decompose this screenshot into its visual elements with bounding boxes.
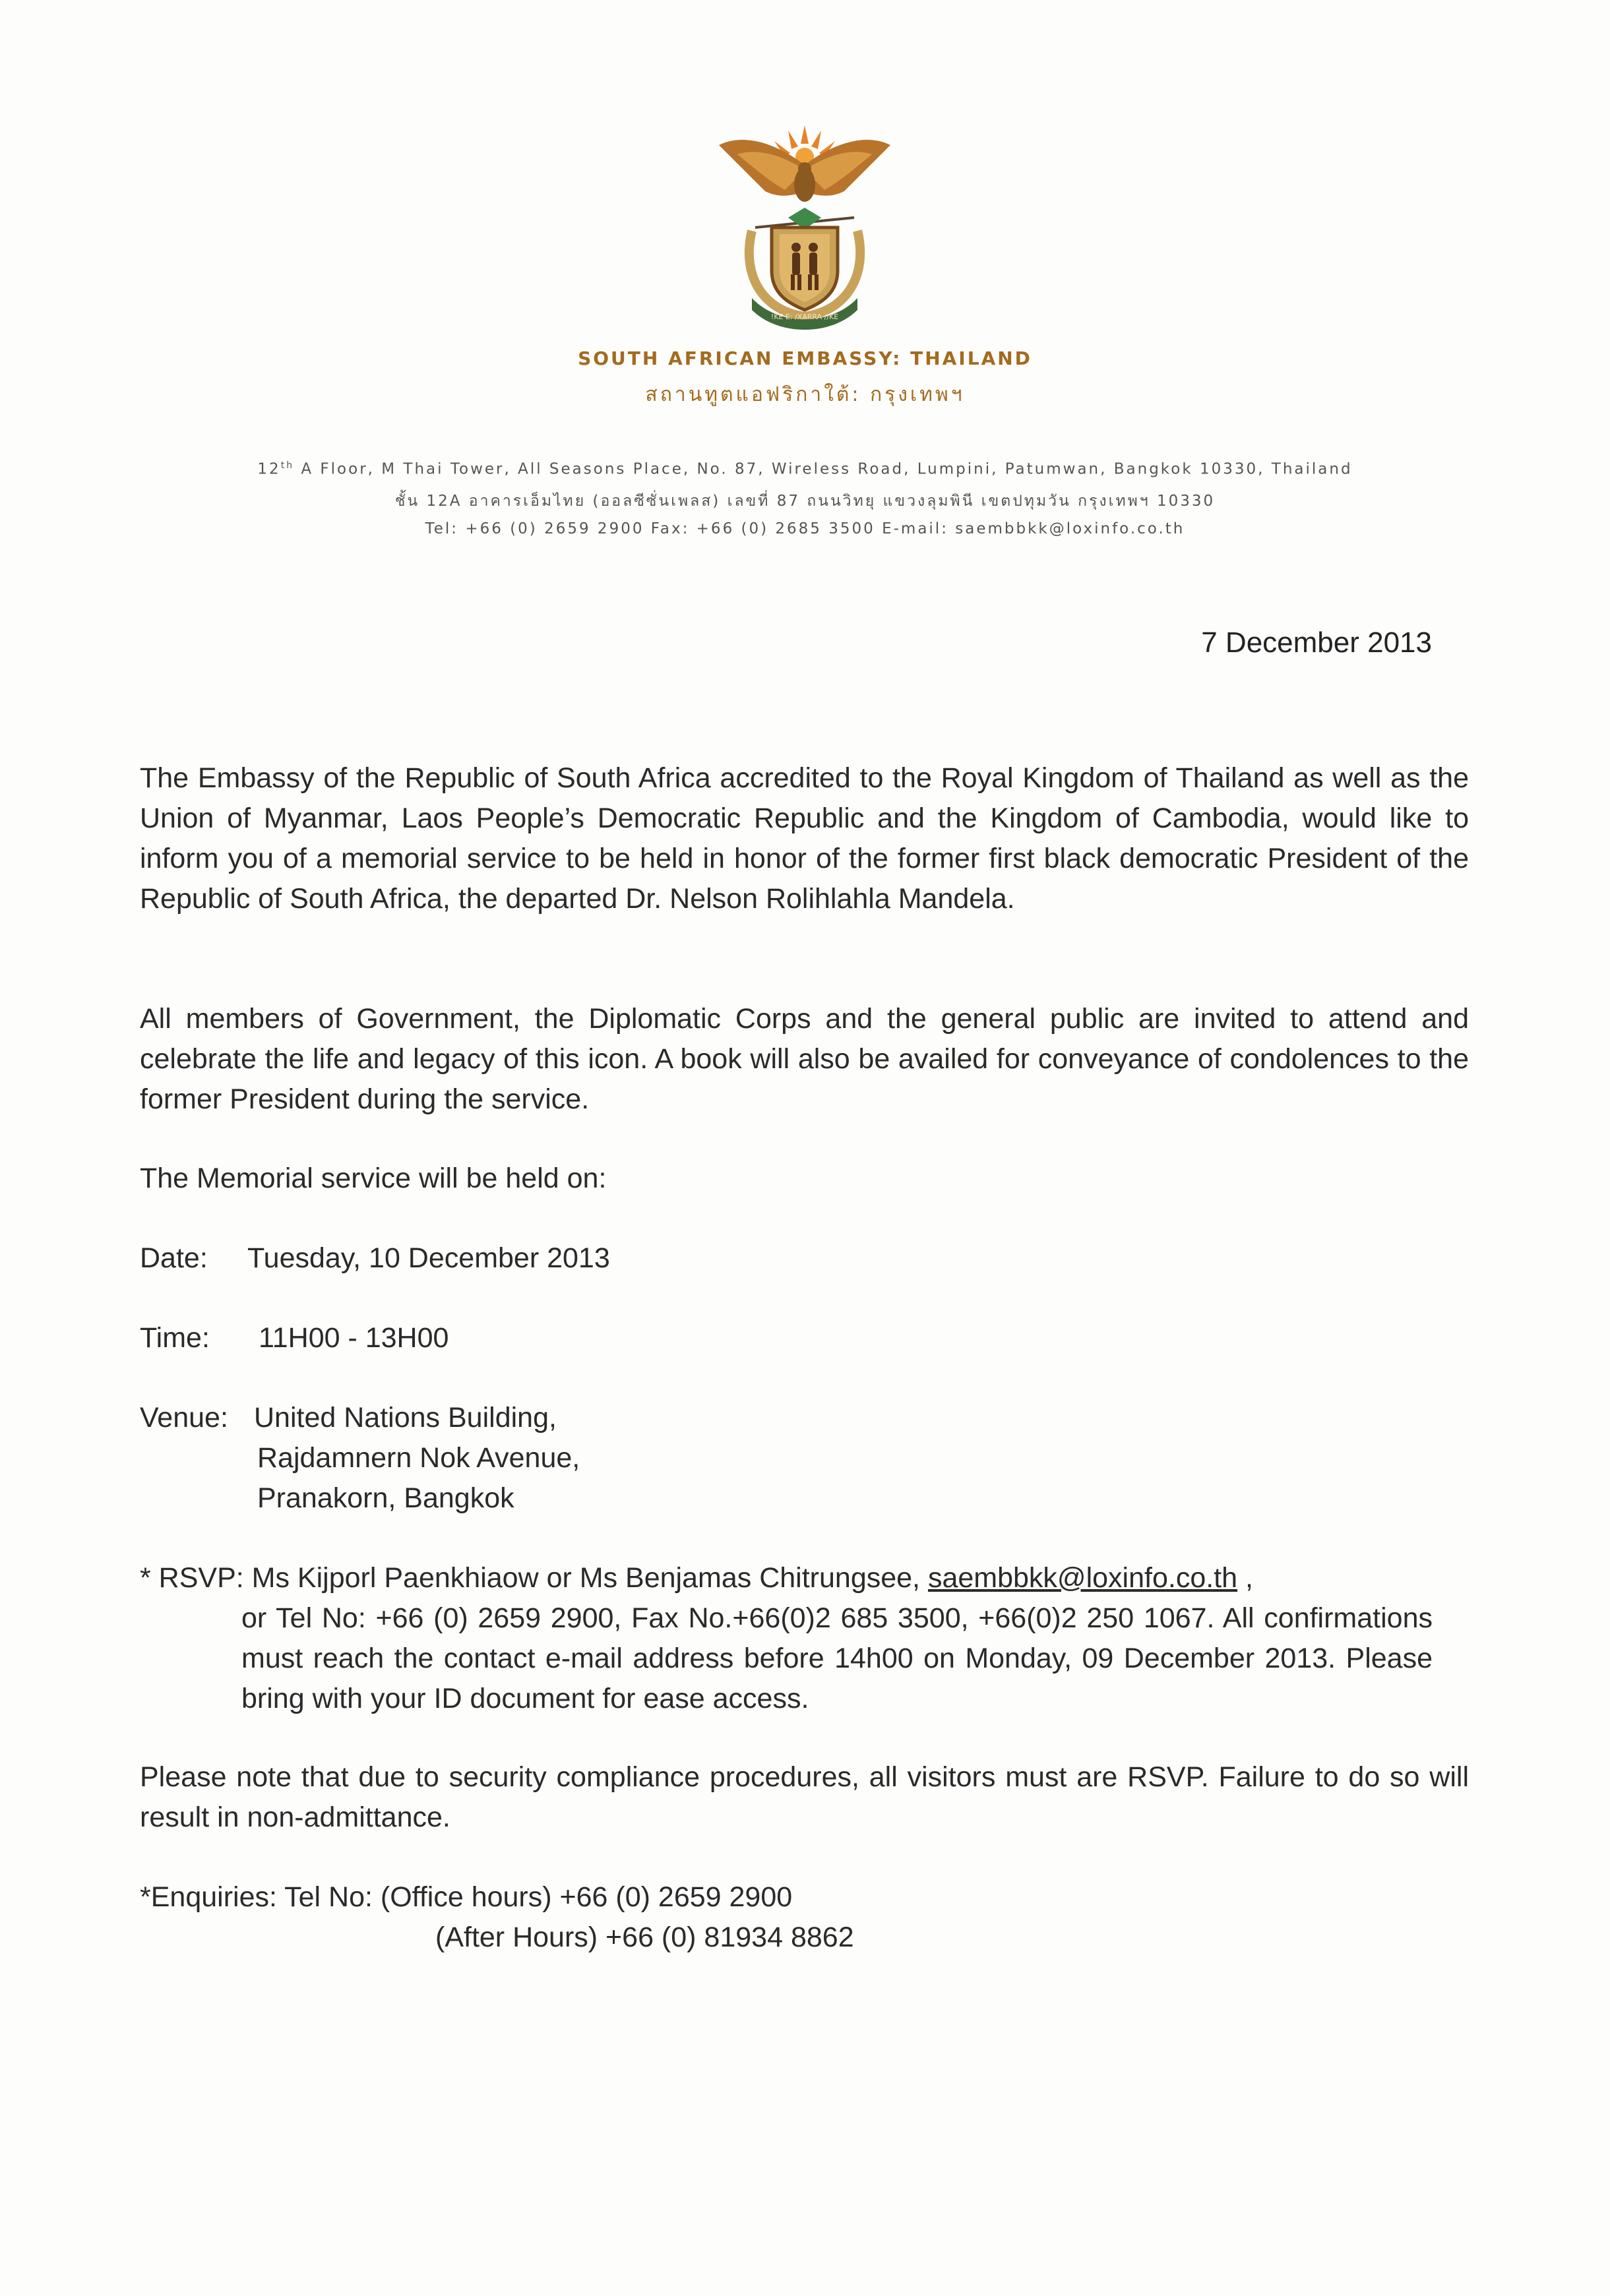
venue-line-2: Rajdamnern Nok Avenue, [257,1442,580,1474]
paragraph-invitation: All members of Government, the Diplomatic Corps and the general public are invited to attend and celebrate the life and legacy of this icon. A book will also be availed for conveyance of condolences to the former President during the service. [140,1003,1469,1115]
enquiries-after-hours: (After Hours) +66 (0) 81934 8862 [435,1921,854,1953]
date-value: Tuesday, 10 December 2013 [247,1242,610,1274]
venue-label: Venue: [140,1402,228,1434]
embassy-name: SOUTH AFRICAN EMBASSY: THAILAND [578,347,1032,369]
rsvp-prefix: * RSVP: Ms Kijporl Paenkhiaow or Ms Benjamas Chitrungsee, [140,1562,928,1594]
enquiries-office-hours: *Enquiries: Tel No: (Office hours) +66 (0) 2659 2900 [140,1881,793,1913]
rsvp-details: or Tel No: +66 (0) 2659 2900, Fax No.+66(0)2 685 3500, +66(0)2 250 1067. All confirmations must reach the contact e-mail address before 14h00 on Monday, 09 December 2013. Please bring with your ID document for ease access. [241,1602,1433,1714]
rsvp-line [140,1558,1253,1598]
embassy-name-thai: สถานทูตแอฟริกาใต้: กรุงเทพฯ [645,383,965,406]
coat-of-arms-logo [706,119,904,330]
rsvp-suffix: , [1237,1562,1253,1594]
time-value: 11H00 - 13H00 [259,1322,449,1354]
address-english [0,460,1610,478]
address-rest: A Floor, M Thai Tower, All Seasons Place, No. 87, Wireless Road, Lumpini, Patumwan, Bangkok 10330, Thailand [294,460,1353,478]
address-floor-number: 12 [257,460,281,478]
paragraph-intro: The Embassy of the Republic of South Africa accredited to the Royal Kingdom of Thailand as well as the Union of Myanmar, Laos People’s Democratic Republic and the Kingdom of Cambodia, would like to inform you of a memorial service to be held in honor of the former first black democratic President of the Republic of South Africa, the departed Dr. Nelson Rolihlahla Mandela. [140,762,1469,915]
address-floor-suffix: th [280,460,295,471]
venue-line-1: United Nations Building, [254,1402,557,1434]
address-thai: ชั้น 12A อาคารเอ็มไทย (ออลซีซั่นเพลส) เลขที่ 87 ถนนวิทยุ แขวงลุมพินี เขตปทุมวัน กรุงเทพฯ 10330 [394,493,1216,510]
time-label: Time: [140,1322,210,1354]
date-label: Date: [140,1242,208,1274]
rsvp-email-link[interactable]: saembbkk@loxinfo.co.th [927,1562,1238,1594]
letter-date: 7 December 2013 [1201,626,1432,659]
paragraph-security-note: Please note that due to security compliance procedures, all visitors must are RSVP. Failure to do so will result in non-admittance. [140,1761,1469,1833]
venue-line-3: Pranakorn, Bangkok [257,1482,514,1514]
contact-line: Tel: +66 (0) 2659 2900 Fax: +66 (0) 2685 3500 E-mail: saembbkk@loxinfo.co.th [425,520,1185,537]
crest-motto: !KE E: /XARRA //KE [770,313,839,321]
paragraph-service-intro: The Memorial service will be held on: [140,1163,607,1194]
